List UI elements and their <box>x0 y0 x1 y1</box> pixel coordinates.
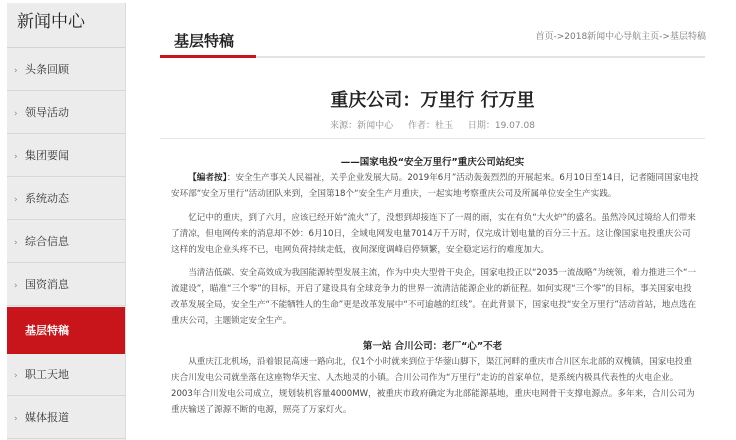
sidebar-item-leaders[interactable] <box>7 92 125 134</box>
chevron-right-icon: › <box>14 414 18 424</box>
article-subtitle: ——国家电投“安全万里行”重庆公司站纪实 <box>340 157 525 168</box>
editor-note-text: ：安全生产事关人民福祉，关乎企业发展大局。2019年6月”活动轰轰烈烈的开展起来。6月10日至14日，记者随同国家电投安环部“安全万里行”活动团队来到，全国第18个“安全生产月重庆，一起实地考察重庆公司及所属单位安全生产实践。 <box>171 173 699 199</box>
breadcrumb-separator: -> <box>553 32 565 42</box>
sidebar-item-label: 领导活动 <box>25 106 69 119</box>
chevron-right-icon: › <box>14 66 18 76</box>
breadcrumb <box>535 29 706 42</box>
sidebar-item-label: 系统动态 <box>25 192 69 205</box>
sidebar-item-sasac[interactable] <box>7 264 125 306</box>
breadcrumb-home[interactable]: 首页 <box>535 32 554 42</box>
sidebar-item-label: 头条回顾 <box>25 63 69 76</box>
article-paragraph: 忆记中的重庆，到了六月，应该已经开始“流火”了，没想到却接连下了一周的雨，实在有负“大火炉”的盛名。虽然冷风过境给人们带来了清凉，但电网传来的消息却不妙：6月10日，全域电网发电量7014万千万时，仅完成计划电量的百分三十五。这让像国家电投重庆公司这样的发电企业头疼不已，电网负荷持续走低，夜间深度调峰启停频繁，安全稳定运行的难度加大。 <box>171 213 696 255</box>
sidebar <box>7 3 126 440</box>
sidebar-item-staff[interactable] <box>7 354 125 396</box>
sidebar-item-general[interactable] <box>7 221 125 263</box>
chevron-right-icon: › <box>14 195 18 205</box>
editor-note-lead: 【编者按】 <box>188 173 227 183</box>
sidebar-title: 新闻中心 <box>7 3 125 48</box>
article-paragraph: 当清洁低碳、安全高效成为我国能源转型发展主流，作为中央大型骨干央企，国家电投正以“2035一流战略”为统领，着力推进三个“一流建设”，瞄准“三个零”的目标，开启了建设具有全球竞争力的世界一流清洁能源企业的新征程。如何实现“三个零”的目标，事关国家电投改革发展全局，安全生产“不能牺牲人的生命”更是改革发展中“不可逾越的红线”。在此背景下，国家电投“安全万里行”活动首站，地点选在重庆公司，主题锁定安全生产。 <box>171 268 697 326</box>
sidebar-item-label: 基层特稿 <box>25 324 69 337</box>
article-paragraph-editor-note <box>171 170 699 202</box>
sidebar-item-headlines[interactable] <box>7 49 125 91</box>
sidebar-item-label: 集团要闻 <box>25 149 69 162</box>
sidebar-item-label: 综合信息 <box>25 235 69 248</box>
section-title: 基层特稿 <box>174 32 235 50</box>
sidebar-item-label: 职工天地 <box>25 368 69 381</box>
title-accent-bar <box>160 55 256 58</box>
article-author: 作者：杜玉 <box>407 121 453 131</box>
breadcrumb-news-nav[interactable]: 2018新闻中心导航主页 <box>564 32 660 42</box>
chevron-right-icon: › <box>14 238 18 248</box>
sidebar-item-system[interactable] <box>7 178 125 220</box>
article-source: 来源：新闻中心 <box>330 121 394 131</box>
article-paragraph: 从重庆江北机场，沿着银昆高速一路向北，仅1个小时就来到位于华蓥山脚下，渠江河畔的重庆市合川区东北部的双槐镇，国家电投重庆合川发电公司就坐落在这座物华天宝、人杰地灵的小镇。合川公司作为“万里行”走访的首家单位，是系统内极具代表性的火电企业。2003年合川发电公司成立，规划装机容量4000MW，被重庆市政府确定为北部能源基地，重庆电网骨干支撑电源点。多年来，合川公司为重庆输送了源源不断的电源，照亮了万家灯火。 <box>171 357 695 415</box>
meta-divider <box>160 138 705 139</box>
chevron-right-icon: › <box>14 109 18 119</box>
sidebar-item-label: 媒体报道 <box>25 411 69 424</box>
sidebar-item-grassroots[interactable] <box>7 307 125 354</box>
article-section-heading: 第一站 合川公司：老厂“心”不老 <box>362 341 503 352</box>
breadcrumb-current[interactable]: 基层特稿 <box>669 32 706 42</box>
breadcrumb-separator: -> <box>659 32 670 42</box>
chevron-right-icon: › <box>14 371 18 381</box>
sidebar-item-media[interactable] <box>7 397 125 439</box>
chevron-right-icon: › <box>14 152 18 162</box>
article-meta <box>160 118 705 131</box>
sidebar-item-label: 国资消息 <box>25 278 69 291</box>
article-title: 重庆公司：万里行 行万里 <box>330 90 535 111</box>
article-date: 日期：19.07.08 <box>467 121 535 131</box>
sidebar-item-group-news[interactable] <box>7 135 125 177</box>
chevron-right-icon: › <box>14 281 18 291</box>
